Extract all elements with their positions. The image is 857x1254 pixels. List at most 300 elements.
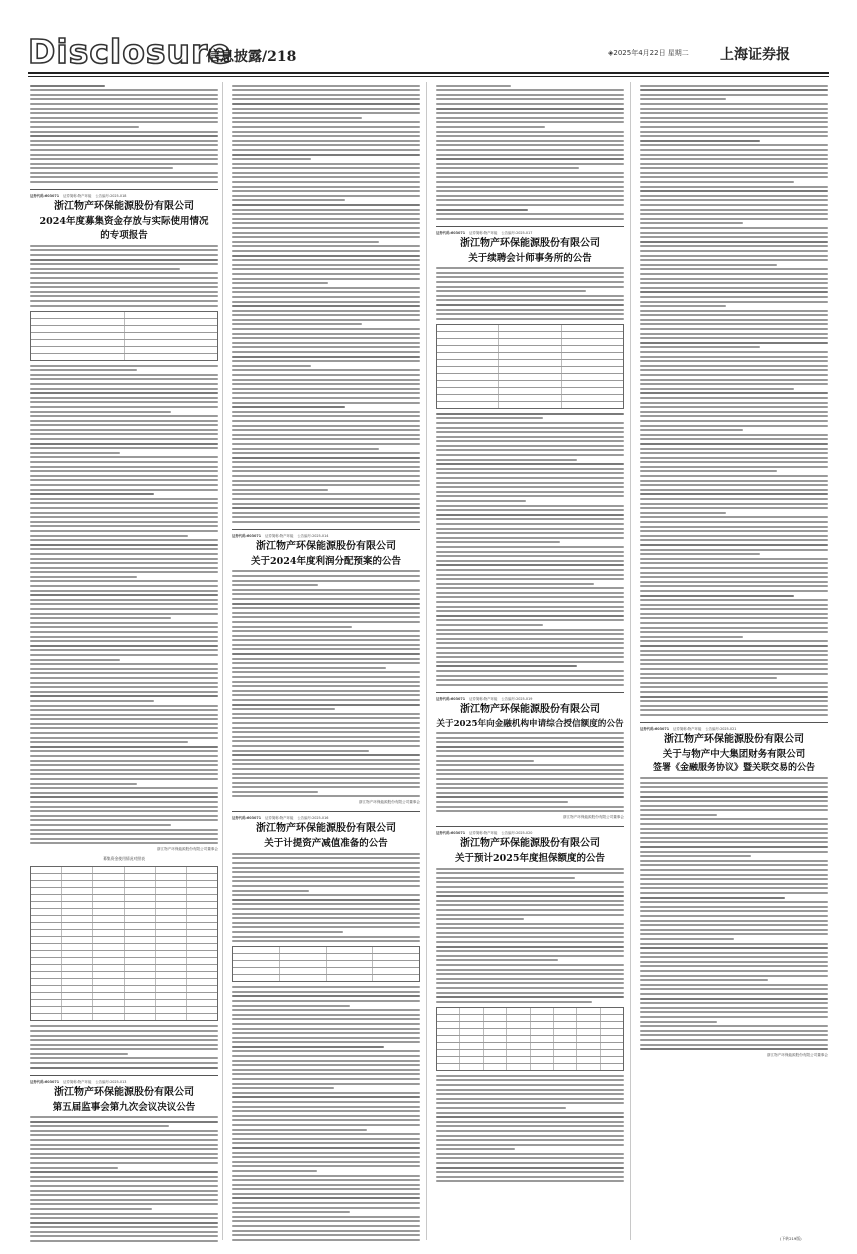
table-cell <box>507 1015 530 1021</box>
text-line <box>232 480 420 482</box>
text-line <box>640 965 828 967</box>
text-line <box>436 318 624 320</box>
table-cell <box>125 993 156 999</box>
notice-title: 关于续聘会计师事务所的公告 <box>468 252 592 264</box>
text-line <box>232 516 420 518</box>
text-line <box>232 255 420 257</box>
text-line <box>436 978 624 980</box>
text-line <box>436 121 624 123</box>
text-line <box>640 452 828 454</box>
text-line <box>640 938 734 940</box>
table-cell <box>93 958 124 964</box>
body-text <box>30 1116 218 1242</box>
text-line <box>232 1050 420 1052</box>
data-table <box>436 324 624 409</box>
text-line <box>640 190 828 192</box>
table-cell <box>93 867 124 873</box>
data-table <box>30 311 218 361</box>
text-line <box>640 461 828 463</box>
table-cell <box>31 867 62 873</box>
text-line <box>232 1092 420 1094</box>
text-line <box>640 98 726 100</box>
text-line <box>232 1133 420 1135</box>
body-text <box>436 267 624 320</box>
text-line <box>30 599 218 601</box>
text-line <box>436 964 624 966</box>
text-line <box>640 314 828 316</box>
body-text <box>436 868 624 1003</box>
table-cell <box>31 888 62 894</box>
text-line <box>640 259 828 261</box>
text-line <box>30 466 218 468</box>
text-line <box>436 204 624 206</box>
table-cell <box>562 402 623 408</box>
text-line <box>30 654 218 656</box>
text-line <box>436 436 624 438</box>
text-line <box>640 581 828 583</box>
text-line <box>640 346 760 348</box>
table-cell <box>437 388 499 394</box>
table-cell <box>562 388 623 394</box>
table-cell <box>93 916 124 922</box>
text-line <box>232 172 420 174</box>
text-line <box>640 167 828 169</box>
text-line <box>436 973 624 975</box>
text-line <box>232 470 420 472</box>
text-line <box>30 649 218 651</box>
text-line <box>436 523 624 525</box>
text-line <box>232 899 420 901</box>
table-row <box>233 954 419 961</box>
text-line <box>232 704 420 706</box>
text-line <box>232 773 420 775</box>
table-cell <box>156 1007 187 1013</box>
text-line <box>436 313 624 315</box>
table-cell <box>562 332 623 338</box>
text-line <box>640 777 828 779</box>
notice-signoff: 浙江物产环保能源股份有限公司董事会 <box>562 815 624 820</box>
text-line <box>232 607 420 609</box>
text-line <box>640 245 828 247</box>
text-line <box>640 714 828 716</box>
text-line <box>436 877 575 879</box>
text-line <box>640 429 743 431</box>
text-line <box>436 1144 624 1146</box>
text-line <box>436 886 624 888</box>
text-line <box>640 956 828 958</box>
section-brand: Disclosure <box>28 32 232 71</box>
text-line <box>640 805 828 807</box>
table-row <box>437 395 623 402</box>
body-text <box>30 1025 218 1068</box>
table-cell <box>93 923 124 929</box>
text-line <box>640 1025 828 1027</box>
text-line <box>232 1083 420 1085</box>
table-row <box>31 340 217 347</box>
table-cell <box>562 381 623 387</box>
table-cell <box>62 916 93 922</box>
text-line <box>30 163 218 165</box>
column-3 <box>436 82 624 1242</box>
table-cell <box>125 965 156 971</box>
text-line <box>232 1138 420 1140</box>
text-line <box>30 424 218 426</box>
table-cell <box>280 947 327 953</box>
table-cell <box>562 353 623 359</box>
text-line <box>640 1039 828 1041</box>
text-line <box>640 121 828 123</box>
text-line <box>640 915 828 917</box>
section-title: 信息披露/218 <box>206 49 297 65</box>
text-line <box>30 1121 218 1123</box>
text-line <box>640 117 828 119</box>
text-line <box>30 1176 218 1178</box>
text-line <box>232 763 420 765</box>
table-cell <box>125 944 156 950</box>
table-cell <box>437 1057 460 1063</box>
table-cell <box>31 326 125 332</box>
text-line <box>436 801 568 803</box>
table-cell <box>62 979 93 985</box>
table-cell <box>125 923 156 929</box>
notice-title: 的专项报告 <box>100 230 148 242</box>
text-line <box>30 144 218 146</box>
text-line <box>30 94 218 96</box>
table-cell <box>554 1008 577 1014</box>
table-cell <box>125 874 156 880</box>
text-line <box>232 890 309 892</box>
text-line <box>640 796 828 798</box>
text-line <box>30 365 218 367</box>
text-line <box>640 929 828 931</box>
text-line <box>232 425 420 427</box>
text-line <box>640 961 828 963</box>
table-cell <box>187 867 217 873</box>
table-row <box>31 1007 217 1014</box>
table-cell <box>93 986 124 992</box>
table-cell <box>507 1008 530 1014</box>
text-line <box>436 286 624 288</box>
text-line <box>436 583 594 585</box>
text-line <box>640 342 828 344</box>
text-line <box>640 333 828 335</box>
text-line <box>30 489 218 491</box>
text-line <box>232 917 420 919</box>
text-line <box>232 727 420 729</box>
text-line <box>30 617 171 619</box>
table-cell <box>62 902 93 908</box>
table-cell <box>577 1057 600 1063</box>
table-cell <box>125 867 156 873</box>
text-line <box>30 764 218 766</box>
text-line <box>436 642 624 644</box>
text-line <box>232 1216 420 1218</box>
text-line <box>436 1167 624 1169</box>
newspaper-name: 上海证券报 <box>720 47 790 63</box>
text-line <box>436 167 579 169</box>
text-line <box>640 869 828 871</box>
data-table <box>232 946 420 982</box>
text-line <box>30 117 218 119</box>
text-line <box>232 1188 420 1190</box>
table-cell <box>499 353 561 359</box>
text-line <box>30 300 218 302</box>
text-line <box>232 644 420 646</box>
text-line <box>436 1153 624 1155</box>
text-line <box>232 452 420 454</box>
text-line <box>232 603 420 605</box>
text-line <box>640 998 828 1000</box>
text-line <box>640 181 794 183</box>
text-line <box>640 906 828 908</box>
text-line <box>640 383 828 385</box>
text-line <box>30 668 218 670</box>
table-cell <box>62 993 93 999</box>
text-line <box>30 590 218 592</box>
table-cell <box>31 986 62 992</box>
text-line <box>640 213 828 215</box>
text-line <box>30 778 218 780</box>
table-cell <box>62 909 93 915</box>
text-line <box>30 388 218 390</box>
text-line <box>232 1193 420 1195</box>
table-cell <box>484 1064 507 1070</box>
text-line <box>30 1148 218 1150</box>
text-line <box>30 295 218 297</box>
text-line <box>232 149 420 151</box>
table-cell <box>156 965 187 971</box>
text-line <box>232 598 420 600</box>
text-line <box>640 682 828 684</box>
text-line <box>30 1203 218 1205</box>
text-line <box>640 250 828 252</box>
text-line <box>436 1176 624 1178</box>
text-line <box>640 149 828 151</box>
text-line <box>640 85 828 87</box>
text-line <box>30 167 173 169</box>
body-text <box>640 85 828 716</box>
table-cell <box>484 1057 507 1063</box>
text-line <box>640 984 828 986</box>
text-line <box>232 94 420 96</box>
table-cell <box>562 367 623 373</box>
table-cell <box>156 958 187 964</box>
table-cell <box>93 937 124 943</box>
text-line <box>30 705 218 707</box>
text-line <box>232 931 343 933</box>
text-line <box>436 1157 624 1159</box>
text-line <box>640 484 828 486</box>
text-line <box>640 659 828 661</box>
table-row <box>437 346 623 353</box>
table-cell <box>484 1036 507 1042</box>
text-line <box>640 379 828 381</box>
text-line <box>640 809 828 811</box>
text-line <box>232 1225 420 1227</box>
table-cell <box>601 1064 623 1070</box>
text-line <box>232 466 420 468</box>
text-line <box>640 933 828 935</box>
table-cell <box>156 902 187 908</box>
table-cell <box>31 1007 62 1013</box>
text-line <box>640 337 828 339</box>
text-line <box>30 249 218 251</box>
text-line <box>436 918 524 920</box>
text-line <box>436 163 624 165</box>
text-line <box>30 291 218 293</box>
text-line <box>436 117 624 119</box>
text-line <box>30 131 218 133</box>
table-cell <box>156 888 187 894</box>
text-line <box>436 624 543 626</box>
table-cell <box>280 961 327 967</box>
text-line <box>436 900 624 902</box>
notice-credit-line <box>436 692 624 820</box>
text-line <box>436 750 624 752</box>
table-row <box>31 347 217 354</box>
text-line <box>232 112 420 114</box>
table-cell <box>93 1014 124 1020</box>
table-cell <box>31 979 62 985</box>
text-line <box>232 213 420 215</box>
text-line <box>640 535 828 537</box>
text-line <box>30 842 218 844</box>
body-text <box>30 365 218 845</box>
text-line <box>640 645 828 647</box>
text-line <box>436 755 624 757</box>
text-line <box>640 558 828 560</box>
table-cell <box>31 909 62 915</box>
table-cell <box>93 902 124 908</box>
table-row <box>31 333 217 340</box>
text-line <box>232 291 420 293</box>
text-line <box>30 475 218 477</box>
text-line <box>30 580 218 582</box>
text-line <box>232 1184 420 1186</box>
text-line <box>232 759 420 761</box>
text-line <box>232 1147 420 1149</box>
text-line <box>436 295 624 297</box>
table-cell <box>125 916 156 922</box>
text-line <box>436 783 624 785</box>
table-cell <box>187 958 217 964</box>
text-line <box>436 868 624 870</box>
text-line <box>30 1057 218 1059</box>
text-line <box>640 855 751 857</box>
table-cell <box>460 1064 483 1070</box>
table-cell <box>93 965 124 971</box>
text-line <box>640 402 828 404</box>
text-line <box>30 636 218 638</box>
text-line <box>30 1180 218 1182</box>
text-line <box>436 209 528 211</box>
text-line <box>436 587 624 589</box>
text-line <box>640 631 828 633</box>
notice-title: 浙江物产环保能源股份有限公司 <box>664 733 804 745</box>
text-line <box>30 819 218 821</box>
column-divider <box>630 82 631 1240</box>
text-line <box>232 489 328 491</box>
text-line <box>640 140 760 142</box>
table-cell <box>156 986 187 992</box>
text-line <box>30 1217 218 1219</box>
text-line <box>232 1069 420 1071</box>
text-line <box>640 818 828 820</box>
table-cell <box>601 1008 623 1014</box>
text-line <box>30 286 218 288</box>
table-row <box>233 968 419 975</box>
table-cell <box>125 979 156 985</box>
text-line <box>436 992 624 994</box>
text-line <box>436 941 624 943</box>
text-line <box>232 108 420 110</box>
text-line <box>30 429 218 431</box>
text-line <box>640 553 760 555</box>
table-cell <box>577 1015 600 1021</box>
text-line <box>640 975 828 977</box>
text-line <box>30 1190 218 1192</box>
text-line <box>436 440 624 442</box>
text-line <box>436 1102 624 1104</box>
text-line <box>232 333 420 335</box>
text-line <box>640 351 828 353</box>
table-cell <box>437 1015 460 1021</box>
text-line <box>640 158 828 160</box>
notice-title: 浙江物产环保能源股份有限公司 <box>460 703 600 715</box>
text-line <box>30 723 218 725</box>
text-line <box>436 103 624 105</box>
text-line <box>232 351 420 353</box>
table-cell <box>93 993 124 999</box>
text-line <box>232 894 420 896</box>
text-line <box>30 158 218 160</box>
table-cell <box>125 895 156 901</box>
body-text <box>436 85 624 220</box>
text-line <box>30 677 218 679</box>
text-line <box>436 140 624 142</box>
table-cell <box>187 1007 217 1013</box>
text-line <box>640 443 828 445</box>
text-line <box>232 589 420 591</box>
text-line <box>232 521 420 523</box>
text-line <box>640 434 828 436</box>
text-line <box>30 282 218 284</box>
table-cell <box>460 1043 483 1049</box>
text-line <box>640 814 717 816</box>
header-rule-thin <box>28 76 829 77</box>
text-line <box>436 267 624 269</box>
table-row <box>437 339 623 346</box>
notice-title: 关于计提资产减值准备的公告 <box>264 838 388 850</box>
text-line <box>232 867 420 869</box>
text-line <box>232 1018 420 1020</box>
text-line <box>232 782 420 784</box>
text-line <box>30 493 154 495</box>
text-line <box>640 411 828 413</box>
body-text <box>30 85 218 183</box>
text-line <box>436 112 624 114</box>
text-line <box>232 448 379 450</box>
text-line <box>232 379 420 381</box>
table-cell <box>31 902 62 908</box>
table-cell <box>62 951 93 957</box>
table-cell <box>554 1057 577 1063</box>
text-line <box>436 923 624 925</box>
text-line <box>640 700 828 702</box>
table-row <box>437 1064 623 1070</box>
text-line <box>640 236 828 238</box>
text-line <box>232 995 420 997</box>
